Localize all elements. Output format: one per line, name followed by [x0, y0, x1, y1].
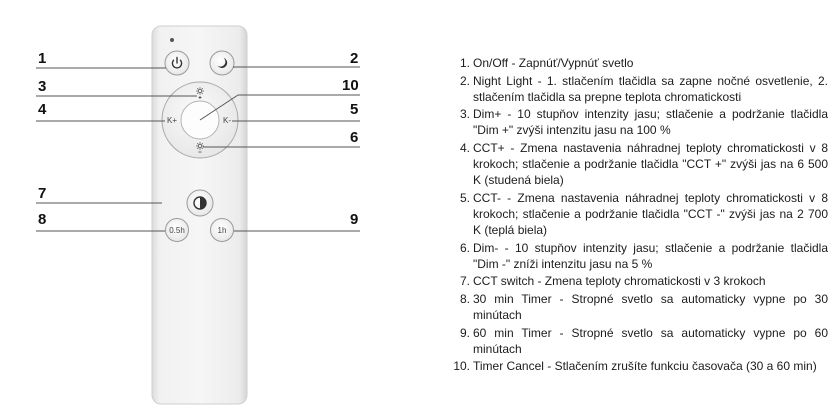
legend-number: 6.	[459, 240, 470, 255]
legend-number: 8.	[459, 291, 470, 306]
legend-text: CCT- - Zmena nastavenia náhradnej teploty chromatickosti v 8 krokoch; stlačenie a podržanie tlačidla "CCT -" zvýši jas na 2 700 K (teplá biela)	[473, 190, 828, 237]
callout-2: 2	[350, 50, 359, 67]
legend-text: On/Off - Zapnúť/Vypnúť svetlo	[473, 56, 634, 70]
cct-minus-button[interactable]	[223, 116, 231, 125]
power-button[interactable]	[165, 51, 189, 75]
legend-text: Night Light - 1. stlačením tlačidla sa zapne nočné osvetlenie, 2. stlačením tlačidla sa prepne teplota chromatickosti	[473, 73, 828, 104]
timer-60-button[interactable]	[211, 219, 234, 242]
callout-5: 5	[350, 101, 359, 118]
legend-item	[442, 325, 828, 357]
cct-switch-button[interactable]	[187, 190, 213, 216]
legend-item	[442, 140, 828, 188]
legend-text: CCT+ - Zmena nastavenia náhradnej teploty chromatickosti v 8 krokoch; stlačenie a podržanie tlačidla "CCT +" zvýši jas na 6 500 K (studená biela)	[473, 140, 828, 188]
callout-8: 8	[38, 211, 47, 228]
legend-number: 3.	[459, 107, 470, 122]
legend-number: 5.	[459, 190, 470, 205]
timer-60-label: 1h	[217, 226, 227, 235]
legend-number: 7.	[459, 274, 470, 289]
function-legend	[442, 55, 828, 376]
legend-item	[442, 55, 828, 71]
legend-item	[442, 73, 828, 105]
night-light-button[interactable]	[210, 51, 234, 75]
legend-text: CCT switch - Zmena teploty chromatickosti v 3 krokoch	[473, 274, 766, 289]
callout-4: 4	[38, 101, 47, 118]
legend-number: 10.	[453, 359, 470, 374]
legend-item	[442, 106, 828, 138]
legend-text: 60 min Timer - Stropné svetlo sa automaticky vypne po 60 minútach	[473, 325, 828, 356]
legend-number: 4.	[459, 140, 470, 155]
cct-plus-button[interactable]	[167, 116, 177, 125]
timer-30-button[interactable]	[166, 219, 189, 242]
cct-plus-label: K+	[166, 116, 178, 125]
callout-1: 1	[38, 50, 47, 67]
callout-7: 7	[38, 185, 47, 202]
cct-minus-label: K-	[223, 116, 231, 125]
legend-item	[442, 291, 828, 323]
indicator-led	[170, 38, 174, 42]
legend-text: 30 min Timer - Stropné svetlo sa automaticky vypne po 30 minútach	[473, 291, 828, 322]
callout-9: 9	[350, 211, 359, 228]
legend-number: 9.	[459, 325, 470, 340]
legend-text: Dim+ - 10 stupňov intenzity jasu; stlačenie a podržanie tlačidla "Dim +" zvýši intenzitu jasu na 100 %	[473, 107, 828, 138]
timer-30-label: 0.5h	[169, 226, 185, 235]
legend-item	[442, 240, 828, 272]
legend-item	[442, 358, 828, 374]
legend-number: 1.	[459, 56, 470, 70]
callout-3: 3	[38, 78, 47, 95]
legend-item	[442, 273, 828, 289]
legend-number: 2.	[459, 73, 470, 88]
legend-item	[442, 190, 828, 238]
callout-6: 6	[350, 129, 359, 146]
legend-text: Timer Cancel - Stlačením zrušíte funkciu časovača (30 a 60 min)	[473, 359, 817, 374]
legend-text: Dim- - 10 stupňov intenzity jasu; stlačenie a podržanie tlačidla "Dim -" zníži intenzitu jasu na 5 %	[473, 240, 828, 271]
callout-10: 10	[342, 77, 359, 94]
